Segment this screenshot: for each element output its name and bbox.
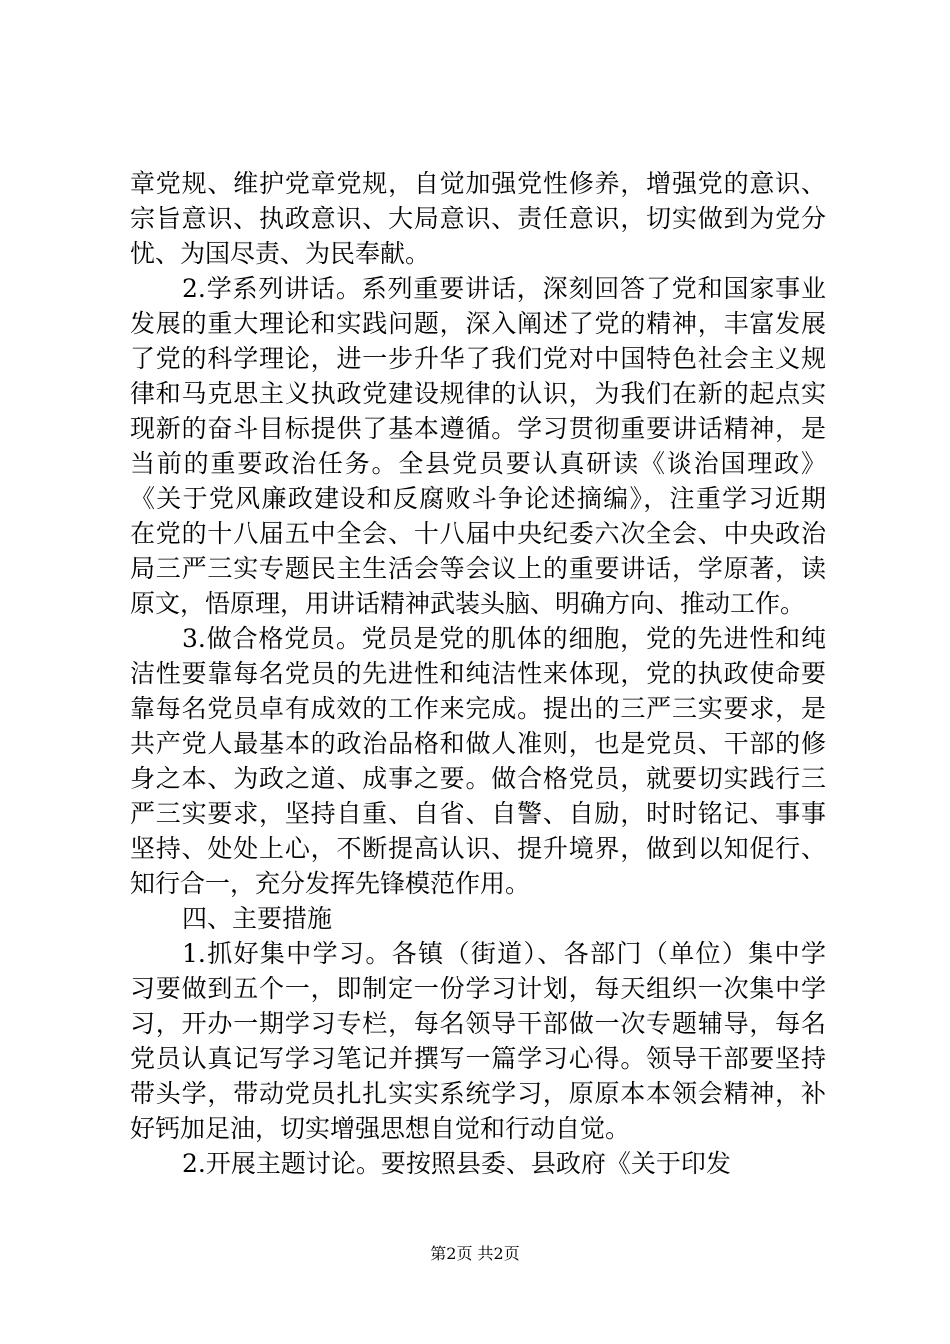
text-line: 1.抓好集中学习。各镇（街道）、各部门（单位）集中学 <box>182 939 826 968</box>
text-line: 习要做到五个一，即制定一份学习计划，每天组织一次集中学 <box>130 974 826 1003</box>
text-line: 共产党人最基本的政治品格和做人准则，也是党员、干部的修 <box>130 729 826 758</box>
text-line: 忧、为国尽责、为民奉献。 <box>130 239 431 268</box>
text-line: 在党的十八届五中全会、十八届中央纪委六次全会、中央政治 <box>130 519 826 548</box>
text-line: 章党规、维护党章党规，自觉加强党性修养，增强党的意识、 <box>130 169 826 198</box>
text-line: 2.开展主题讨论。要按照县委、县政府《关于印发 <box>182 1149 731 1178</box>
text-line: 律和马克思主义执政党建设规律的认识，为我们在新的起点实 <box>130 379 826 408</box>
text-line: 《关于党风廉政建设和反腐败斗争论述摘编》，注重学习近期 <box>130 484 826 513</box>
text-line: 知行合一，充分发挥先锋模范作用。 <box>130 869 531 898</box>
text-line: 习，开办一期学习专栏，每名领导干部做一次专题辅导，每名 <box>130 1009 826 1038</box>
text-line: 当前的重要政治任务。全县党员要认真研读《谈治国理政》 <box>130 449 826 478</box>
text-line: 带头学，带动党员扎扎实实系统学习，原原本本领会精神，补 <box>130 1079 826 1108</box>
text-line: 洁性要靠每名党员的先进性和纯洁性来体现，党的执政使命要 <box>130 659 826 688</box>
document-body <box>130 166 826 1181</box>
text-line: 靠每名党员卓有成效的工作来完成。提出的三严三实要求，是 <box>130 694 826 723</box>
text-line: 2.学系列讲话。系列重要讲话，深刻回答了党和国家事业 <box>182 274 826 303</box>
text-line: 严三实要求，坚持自重、自省、自警、自励，时时铭记、事事 <box>130 799 826 828</box>
text-line: 好钙加足油，切实增强思想自觉和行动自觉。 <box>130 1114 631 1143</box>
text-line: 3.做合格党员。党员是党的肌体的细胞，党的先进性和纯 <box>182 624 826 653</box>
text-line: 现新的奋斗目标提供了基本遵循。学习贯彻重要讲话精神，是 <box>130 414 826 443</box>
text-line: 坚持、处处上心，不断提高认识、提升境界，做到以知促行、 <box>130 834 826 863</box>
text-line: 身之本、为政之道、成事之要。做合格党员，就要切实践行三 <box>130 764 826 793</box>
text-line: 发展的重大理论和实践问题，深入阐述了党的精神，丰富发展 <box>130 309 826 338</box>
text-line: 宗旨意识、执政意识、大局意识、责任意识，切实做到为党分 <box>130 204 826 233</box>
text-line: 原文，悟原理，用讲话精神武装头脑、明确方向、推动工作。 <box>130 589 806 618</box>
text-line: 党员认真记写学习笔记并撰写一篇学习心得。领导干部要坚持 <box>130 1044 826 1073</box>
page-number-footer: 第2页 共2页 <box>430 1244 520 1263</box>
section-heading: 四、主要措施 <box>182 904 333 933</box>
text-line: 局三严三实专题民主生活会等会议上的重要讲话，学原著，读 <box>130 554 826 583</box>
text-line: 了党的科学理论，进一步升华了我们党对中国特色社会主义规 <box>130 344 826 373</box>
